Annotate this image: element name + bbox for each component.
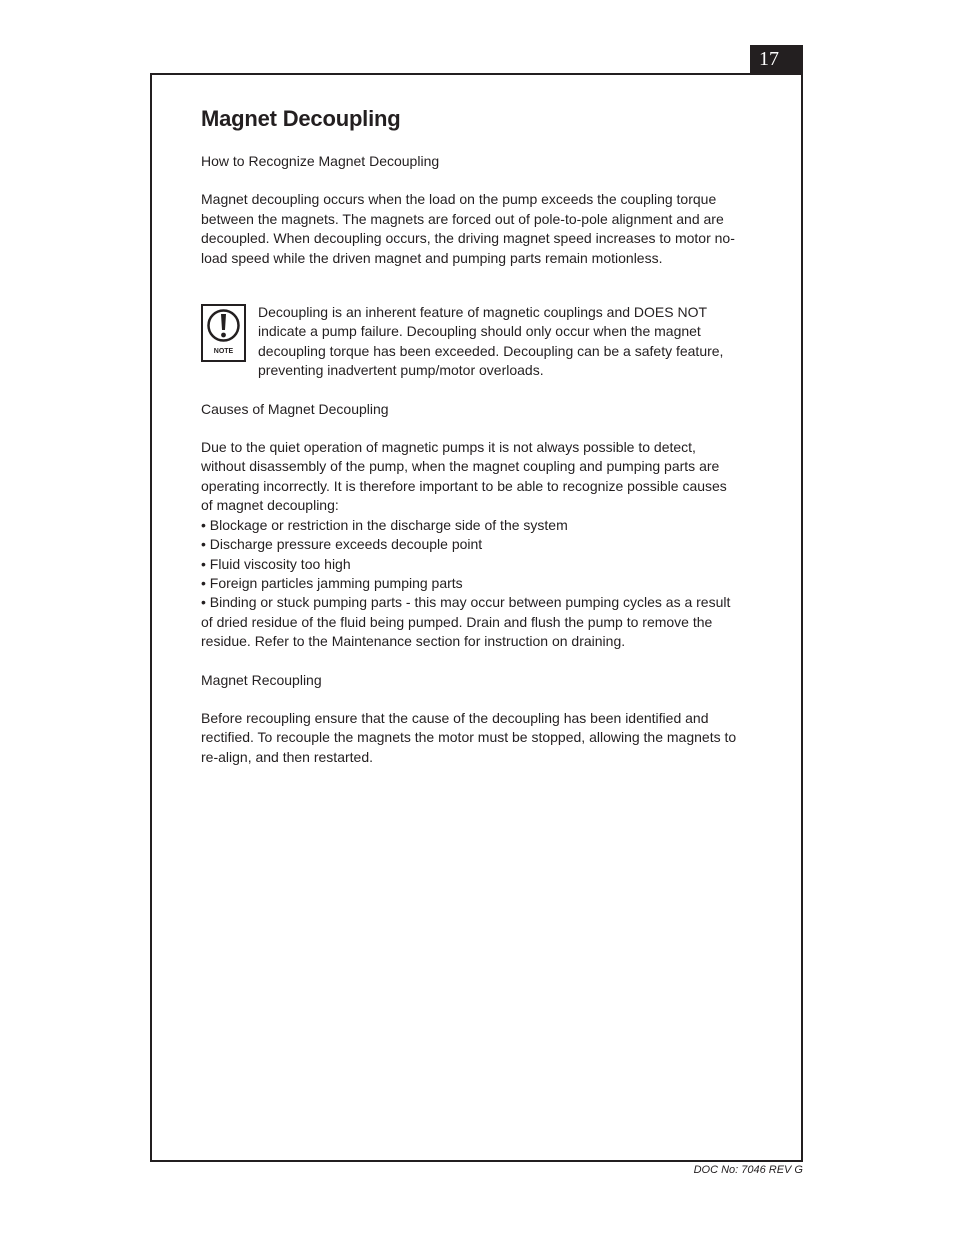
exclamation-icon: [201, 304, 246, 362]
section-heading-causes: Causes of Magnet Decoupling: [201, 400, 389, 417]
list-item: • Blockage or restriction in the discharge side of the system: [201, 516, 568, 533]
paragraph-decoupling-description: Magnet decoupling occurs when the load on the pump exceeds the coupling torque between the magnets. The magnets are forced out of pole-to-pole alignment and are decoupled. When decoupling occurs, the driving magnet speed increases to motor no-load speed while the driven magnet and pumping parts remain motionless.: [201, 191, 735, 266]
section-heading-recognize: How to Recognize Magnet Decoupling: [201, 153, 440, 169]
list-item: • Discharge pressure exceeds decouple point: [201, 536, 483, 553]
document-number: DOC No: 7046 REV G: [693, 1164, 803, 1176]
note-text: Decoupling is an inherent feature of magnetic couplings and DOES NOT indicate a pump failure. Decoupling should only occur when the magnet decoupling torque has been exceeded. Decoupling can be a safety feature, preventing inadvertent pump/motor overloads.: [258, 304, 724, 379]
note-callout: [201, 303, 741, 381]
page-number: 17: [750, 45, 803, 74]
list-item: • Fluid viscosity too high: [201, 555, 351, 572]
paragraph-causes-description: Due to the quiet operation of magnetic pumps it is not always possible to detect, without disassembly of the pump, when the magnet coupling and pumping parts are operating incorrectly. It is therefore important to be able to recognize possible causes of magnet decoupling:: [201, 439, 727, 514]
paragraph-recoupling-description: Before recoupling ensure that the cause of the decoupling has been identified and rectified. To recouple the magnets the motor must be stopped, allowing the magnets to re-align, and then restarted.: [201, 709, 737, 765]
list-item: • Foreign particles jamming pumping parts: [201, 574, 463, 591]
page-title: Magnet Decoupling: [201, 106, 401, 131]
note-icon-label: NOTE: [213, 348, 234, 356]
page-content: [201, 105, 741, 786]
causes-list: [201, 516, 741, 652]
list-item: • Binding or stuck pumping parts - this may occur between pumping cycles as a result of dried residue of the fluid being pumped. Drain and flush the pump to remove the residue. Refer to the Maintenance section for instruction on draining.: [201, 594, 731, 650]
section-heading-recoupling: Magnet Recoupling: [201, 671, 322, 688]
